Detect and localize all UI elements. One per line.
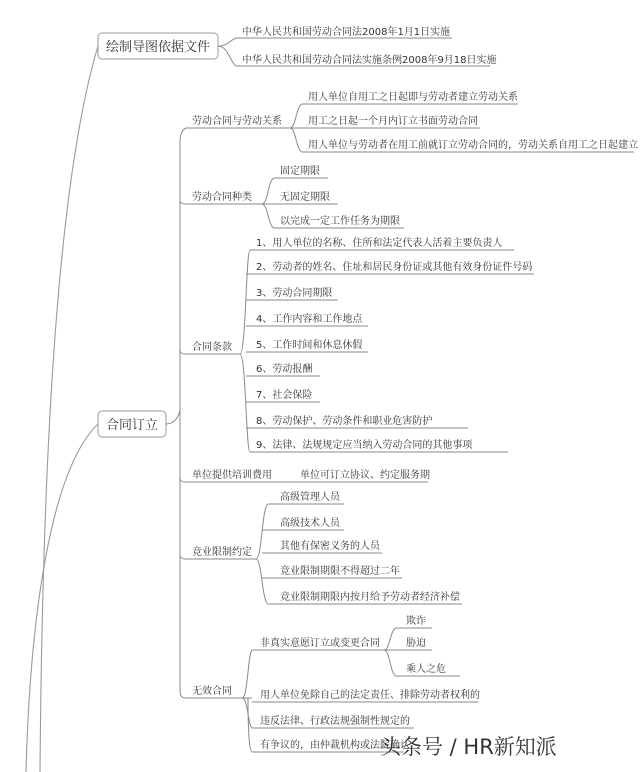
clause-item-2: 2、劳动者的姓名、住址和居民身份证或其他有效身份证件号码 (256, 262, 533, 273)
contract-types-connector (262, 178, 274, 228)
clause-item-1: 1、用人单位的名称、住所和法定代表人活着主要负责人 (256, 238, 503, 249)
clause-item-4: 4、工作内容和工作地点 (256, 314, 363, 325)
non-compete-item-1: 高级管理人员 (280, 492, 340, 503)
basis-item-2: 中华人民共和国劳动合同法实施条例2008年9月18日实施 (242, 55, 497, 66)
non-compete-item-5: 竞业限制期限内按月给予劳动者经济补偿 (280, 592, 460, 603)
conclusion-trunk (166, 128, 186, 698)
contract-conclusion-node[interactable]: 合同订立 (106, 418, 159, 433)
clause-item-6: 6、劳动报酬 (256, 364, 313, 375)
clause-item-5: 5、工作时间和休息休假 (256, 340, 363, 351)
contract-types-item-1: 固定期限 (280, 166, 320, 177)
invalid-item-1: 用人单位免除自己的法定责任、排除劳动者权利的 (260, 690, 480, 701)
clauses-connector (240, 250, 250, 452)
invalid-sub-label: 非真实意愿订立或变更合同 (260, 638, 380, 649)
contract-types-item-3: 以完成一定工作任务为期限 (280, 216, 400, 227)
contract-types-label: 劳动合同种类 (192, 192, 252, 203)
labor-relation-connector (290, 104, 302, 152)
labor-relation-label: 劳动合同与劳动关系 (192, 116, 282, 127)
labor-relation-item-2: 用工之日起一个月内订立书面劳动合同 (308, 116, 478, 127)
invalid-sub-item-3: 乘人之危 (406, 664, 446, 675)
root-trunk-line (40, 46, 98, 772)
root-trunk-line-2 (26, 424, 98, 772)
invalid-connector (242, 650, 252, 752)
labor-relation-item-3: 用人单位与劳动者在用工前就订立劳动合同的，劳动关系自用工之日起建立 (308, 140, 638, 151)
non-compete-label: 竞业限制约定 (192, 547, 252, 558)
basis-connector (218, 38, 236, 66)
invalid-sub-item-2: 胁迫 (406, 638, 426, 649)
invalid-label: 无效合同 (192, 686, 232, 697)
non-compete-item-2: 高级技术人员 (280, 518, 340, 529)
basis-item-1: 中华人民共和国劳动合同法2008年1月1日实施 (242, 27, 451, 38)
non-compete-connector (256, 504, 268, 604)
clause-item-8: 8、劳动保护、劳动条件和职业危害防护 (256, 416, 433, 427)
clause-item-3: 3、劳动合同期限 (256, 288, 333, 299)
non-compete-item-4: 竞业限制期限不得超过二年 (280, 566, 400, 577)
clauses-label: 合同条款 (192, 342, 232, 353)
watermark: 头条号 / HR新知派 (380, 735, 557, 759)
contract-types-item-2: 无固定期限 (280, 192, 330, 203)
invalid-item-2: 违反法律、行政法规强制性规定的 (260, 716, 410, 727)
invalid-sub-item-1: 欺诈 (406, 616, 426, 627)
invalid-item-3: 有争议的，由仲裁机构或法院确认 (260, 740, 410, 751)
clause-item-7: 7、社会保险 (256, 390, 313, 401)
training-label: 单位提供培训费用 (192, 470, 272, 481)
training-item: 单位可订立协议、约定服务期 (300, 470, 430, 481)
invalid-sub-connector (384, 628, 396, 676)
basis-files-node[interactable]: 绘制导图依据文件 (106, 40, 211, 55)
clause-item-9: 9、法律、法规规定应当纳入劳动合同的其他事项 (256, 440, 473, 451)
non-compete-item-3: 其他有保密义务的人员 (280, 541, 380, 552)
labor-relation-item-1: 用人单位自用工之日起即与劳动者建立劳动关系 (308, 92, 518, 103)
